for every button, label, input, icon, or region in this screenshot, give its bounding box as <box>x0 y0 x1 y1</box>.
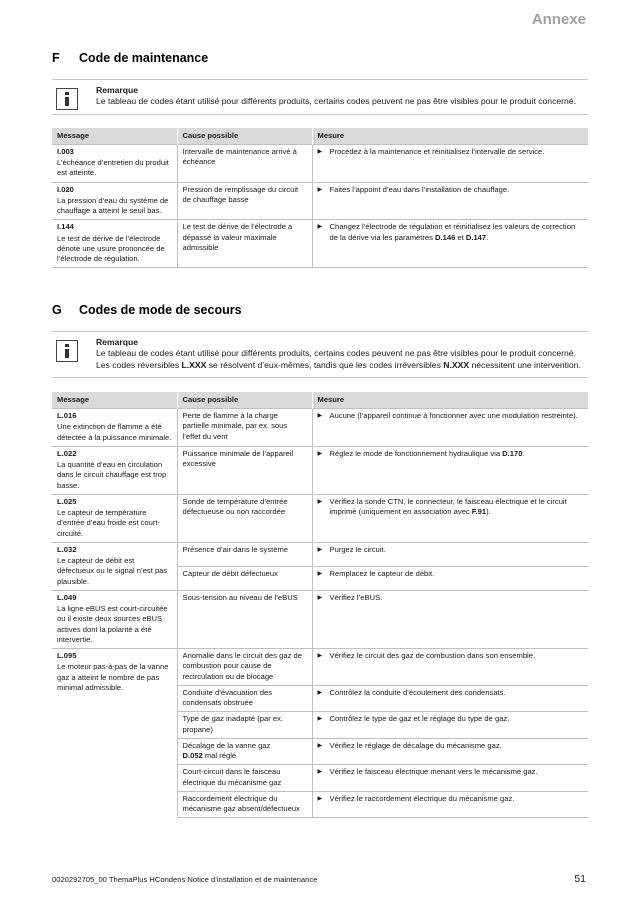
triangle-bullet-icon: ▶ <box>317 546 323 553</box>
mesure-cell <box>312 542 588 566</box>
triangle-bullet-icon: ▶ <box>317 742 323 749</box>
mesure-text: Contrôlez le type de gaz et le réglage du type de gaz. <box>329 714 510 724</box>
cause-cell: Anomalie dans le circuit des gaz de combustion pour cause de recirculation ou de blocage <box>177 649 312 686</box>
triangle-bullet-icon: ▶ <box>317 186 323 193</box>
table-row <box>52 220 588 268</box>
triangle-bullet-icon: ▶ <box>317 795 323 802</box>
column-header: Message <box>52 128 177 145</box>
cause-cell: Perte de flamme à la charge partielle minimale, par ex. sous l’effet du vent <box>177 409 312 447</box>
page-number: 51 <box>574 873 586 885</box>
mesure-cell <box>312 712 588 739</box>
section-title <box>52 50 588 66</box>
section-heading: Code de maintenance <box>79 51 209 65</box>
section-letter: F <box>52 51 60 65</box>
mesure-cell <box>312 182 588 220</box>
cause-cell: Conduite d’évacuation des condensats obstruée <box>177 685 312 712</box>
cause-cell: Puissance minimale de l’appareil excessive <box>177 446 312 494</box>
mesure-text: Contrôlez la conduite d’écoulement des condensats. <box>329 687 506 697</box>
remark-text: Le tableau de codes étant utilisé pour différents produits, certains codes peuvent ne pas être visibles pour le produit concerné. <box>96 96 576 107</box>
mesure-text: Aucune (l’appareil continue à fonctionner avec une modulation restreinte). <box>329 411 578 421</box>
message-text: L’échéance d’entretien du produit est atteinte. <box>57 158 169 178</box>
table-row <box>52 144 588 182</box>
page-footer <box>52 873 586 887</box>
mesure-text: Réglez le mode de fonctionnement hydraulique via D.170. <box>329 448 525 458</box>
triangle-bullet-icon: ▶ <box>317 498 323 505</box>
mesure-text: Procédez à la maintenance et réinitialisez l’intervalle de service. <box>329 146 545 156</box>
message-cell <box>52 649 177 818</box>
column-header: Mesure <box>312 128 588 145</box>
cause-cell: Type de gaz inadapté (par ex. propane) <box>177 712 312 739</box>
message-cell <box>52 144 177 182</box>
info-icon <box>56 88 78 110</box>
message-cell <box>52 182 177 220</box>
message-cell <box>52 409 177 447</box>
remark-text: Le tableau de codes étant utilisé pour différents produits, certains codes peuvent ne pas être visibles pour le produit concerné. Les codes réversibles L.XXX se résolvent d’eux-mêmes, tandis que les codes irréversibles N.XXX nécessitent une intervention. <box>96 348 581 370</box>
triangle-bullet-icon: ▶ <box>317 148 323 155</box>
cause-cell: Sonde de température d’entrée défectueuse ou non raccordée <box>177 494 312 542</box>
column-header: Mesure <box>312 392 588 409</box>
message-text: La pression d’eau du système de chauffage a atteint le seuil bas. <box>57 195 169 216</box>
section-letter: G <box>52 303 62 317</box>
emergency-code-table <box>52 392 588 819</box>
mesure-text: Changez l’électrode de régulation et réinitialisez les valeurs de correction de la dérive via les paramètres D.146 et D.147. <box>329 222 576 242</box>
maintenance-code-table <box>52 128 588 269</box>
table-row <box>52 590 588 648</box>
mesure-text: Vérifiez le réglage de décalage du mécanisme gaz. <box>329 740 502 750</box>
triangle-bullet-icon: ▶ <box>317 689 323 696</box>
footer-doc-reference: 0020292705_00 ThemaPlus HCondens Notice d’installation et de maintenance <box>52 875 318 884</box>
message-text: La ligne eBUS est court-circuitée ou il existe deux sources eBUS actives dont la polarité a été intervertie. <box>57 604 168 644</box>
mesure-cell <box>312 738 588 765</box>
column-header: Cause possible <box>177 128 312 145</box>
message-cell <box>52 494 177 542</box>
cause-cell: Pression de remplissage du circuit de chauffage basse <box>177 182 312 220</box>
remark-title: Remarque <box>96 337 139 348</box>
table-row <box>52 409 588 447</box>
message-cell <box>52 590 177 648</box>
mesure-cell <box>312 649 588 686</box>
mesure-text: Vérifiez le raccordement électrique du mécanisme gaz. <box>329 793 515 803</box>
mesure-cell <box>312 791 588 818</box>
cause-cell: Capteur de débit défectueux <box>177 566 312 590</box>
table-row <box>52 494 588 542</box>
mesure-cell <box>312 566 588 590</box>
section-title <box>52 302 588 318</box>
code-label: L.025 <box>57 496 77 506</box>
mesure-cell <box>312 765 588 792</box>
triangle-bullet-icon: ▶ <box>317 413 323 420</box>
cause-cell: Intervalle de maintenance arrivé à échéance <box>177 144 312 182</box>
mesure-cell <box>312 494 588 542</box>
code-label: L.095 <box>57 651 77 661</box>
message-cell <box>52 446 177 494</box>
message-text: Une extinction de flamme a été détectée à la puissance minimale. <box>57 422 172 442</box>
code-label: L.022 <box>57 448 77 458</box>
remark-box <box>52 331 588 378</box>
mesure-text: Vérifiez l’eBUS. <box>329 592 383 602</box>
code-label: L.032 <box>57 544 77 554</box>
table-row <box>52 542 588 566</box>
section-f <box>52 50 588 268</box>
cause-cell: Sous-tension au niveau de l’eBUS <box>177 590 312 648</box>
table-row <box>52 649 588 686</box>
message-text: Le moteur pas-à-pas de la vanne gaz a atteint le nombre de pas minimal admissible. <box>57 662 169 692</box>
mesure-text: Vérifiez le faisceau électrique menant vers le mécanisme gaz. <box>329 767 538 777</box>
column-header: Cause possible <box>177 392 312 409</box>
cause-cell: Court-circuit dans le faisceau électrique du mécanisme gaz <box>177 765 312 792</box>
triangle-bullet-icon: ▶ <box>317 450 323 457</box>
mesure-cell <box>312 446 588 494</box>
message-cell <box>52 220 177 268</box>
code-label: I.003 <box>57 146 74 156</box>
section-heading: Codes de mode de secours <box>79 303 242 317</box>
message-text: La quantité d’eau en circulation dans le circuit chauffage est trop basse. <box>57 460 167 490</box>
mesure-cell <box>312 590 588 648</box>
cause-cell: Décalage de la vanne gaz D.052 mal réglé <box>177 738 312 765</box>
triangle-bullet-icon: ▶ <box>317 570 323 577</box>
mesure-text: Remplacez le capteur de débit. <box>329 568 435 578</box>
mesure-cell <box>312 220 588 268</box>
mesure-text: Purgez le circuit. <box>329 544 386 554</box>
code-label: L.016 <box>57 411 77 421</box>
message-cell <box>52 542 177 590</box>
column-header: Message <box>52 392 177 409</box>
triangle-bullet-icon: ▶ <box>317 716 323 723</box>
mesure-text: Vérifiez la sonde CTN, le connecteur, le faisceau électrique et le circuit imprimé (uniquement en association avec F.91). <box>329 496 567 517</box>
remark-title: Remarque <box>96 85 139 96</box>
mesure-cell <box>312 409 588 447</box>
message-text: Le capteur de débit est défectueux ou le signal n’est pas plausible. <box>57 556 168 586</box>
table-row <box>52 182 588 220</box>
message-text: Le test de dérive de l’électrode dénote une usure prononcée de l’électrode de régulation. <box>57 233 165 264</box>
info-icon <box>56 340 78 362</box>
triangle-bullet-icon: ▶ <box>317 594 323 601</box>
triangle-bullet-icon: ▶ <box>317 769 323 776</box>
triangle-bullet-icon: ▶ <box>317 224 323 231</box>
code-label: I.020 <box>57 184 74 194</box>
triangle-bullet-icon: ▶ <box>317 653 323 660</box>
mesure-text: Vérifiez le circuit des gaz de combustion dans son ensemble. <box>329 651 536 661</box>
mesure-cell <box>312 144 588 182</box>
mesure-text: Faites l’appoint d’eau dans l’installation de chauffage. <box>329 184 510 194</box>
remark-box <box>52 79 588 114</box>
page-header-label: Annexe <box>531 11 586 28</box>
code-label: I.144 <box>57 222 74 232</box>
code-label: L.049 <box>57 592 77 602</box>
table-header-row <box>52 128 588 145</box>
cause-cell: Présence d’air dans le système <box>177 542 312 566</box>
section-g <box>52 302 588 818</box>
cause-cell: Le test de dérive de l’électrode a dépassé la valeur maximale admissible <box>177 220 312 268</box>
table-header-row <box>52 392 588 409</box>
mesure-cell <box>312 685 588 712</box>
table-row <box>52 446 588 494</box>
cause-cell: Raccordement électrique du mécanisme gaz absent/défectueux <box>177 791 312 818</box>
message-text: Le capteur de température d’entrée d’eau froide est court-circuité. <box>57 508 160 538</box>
